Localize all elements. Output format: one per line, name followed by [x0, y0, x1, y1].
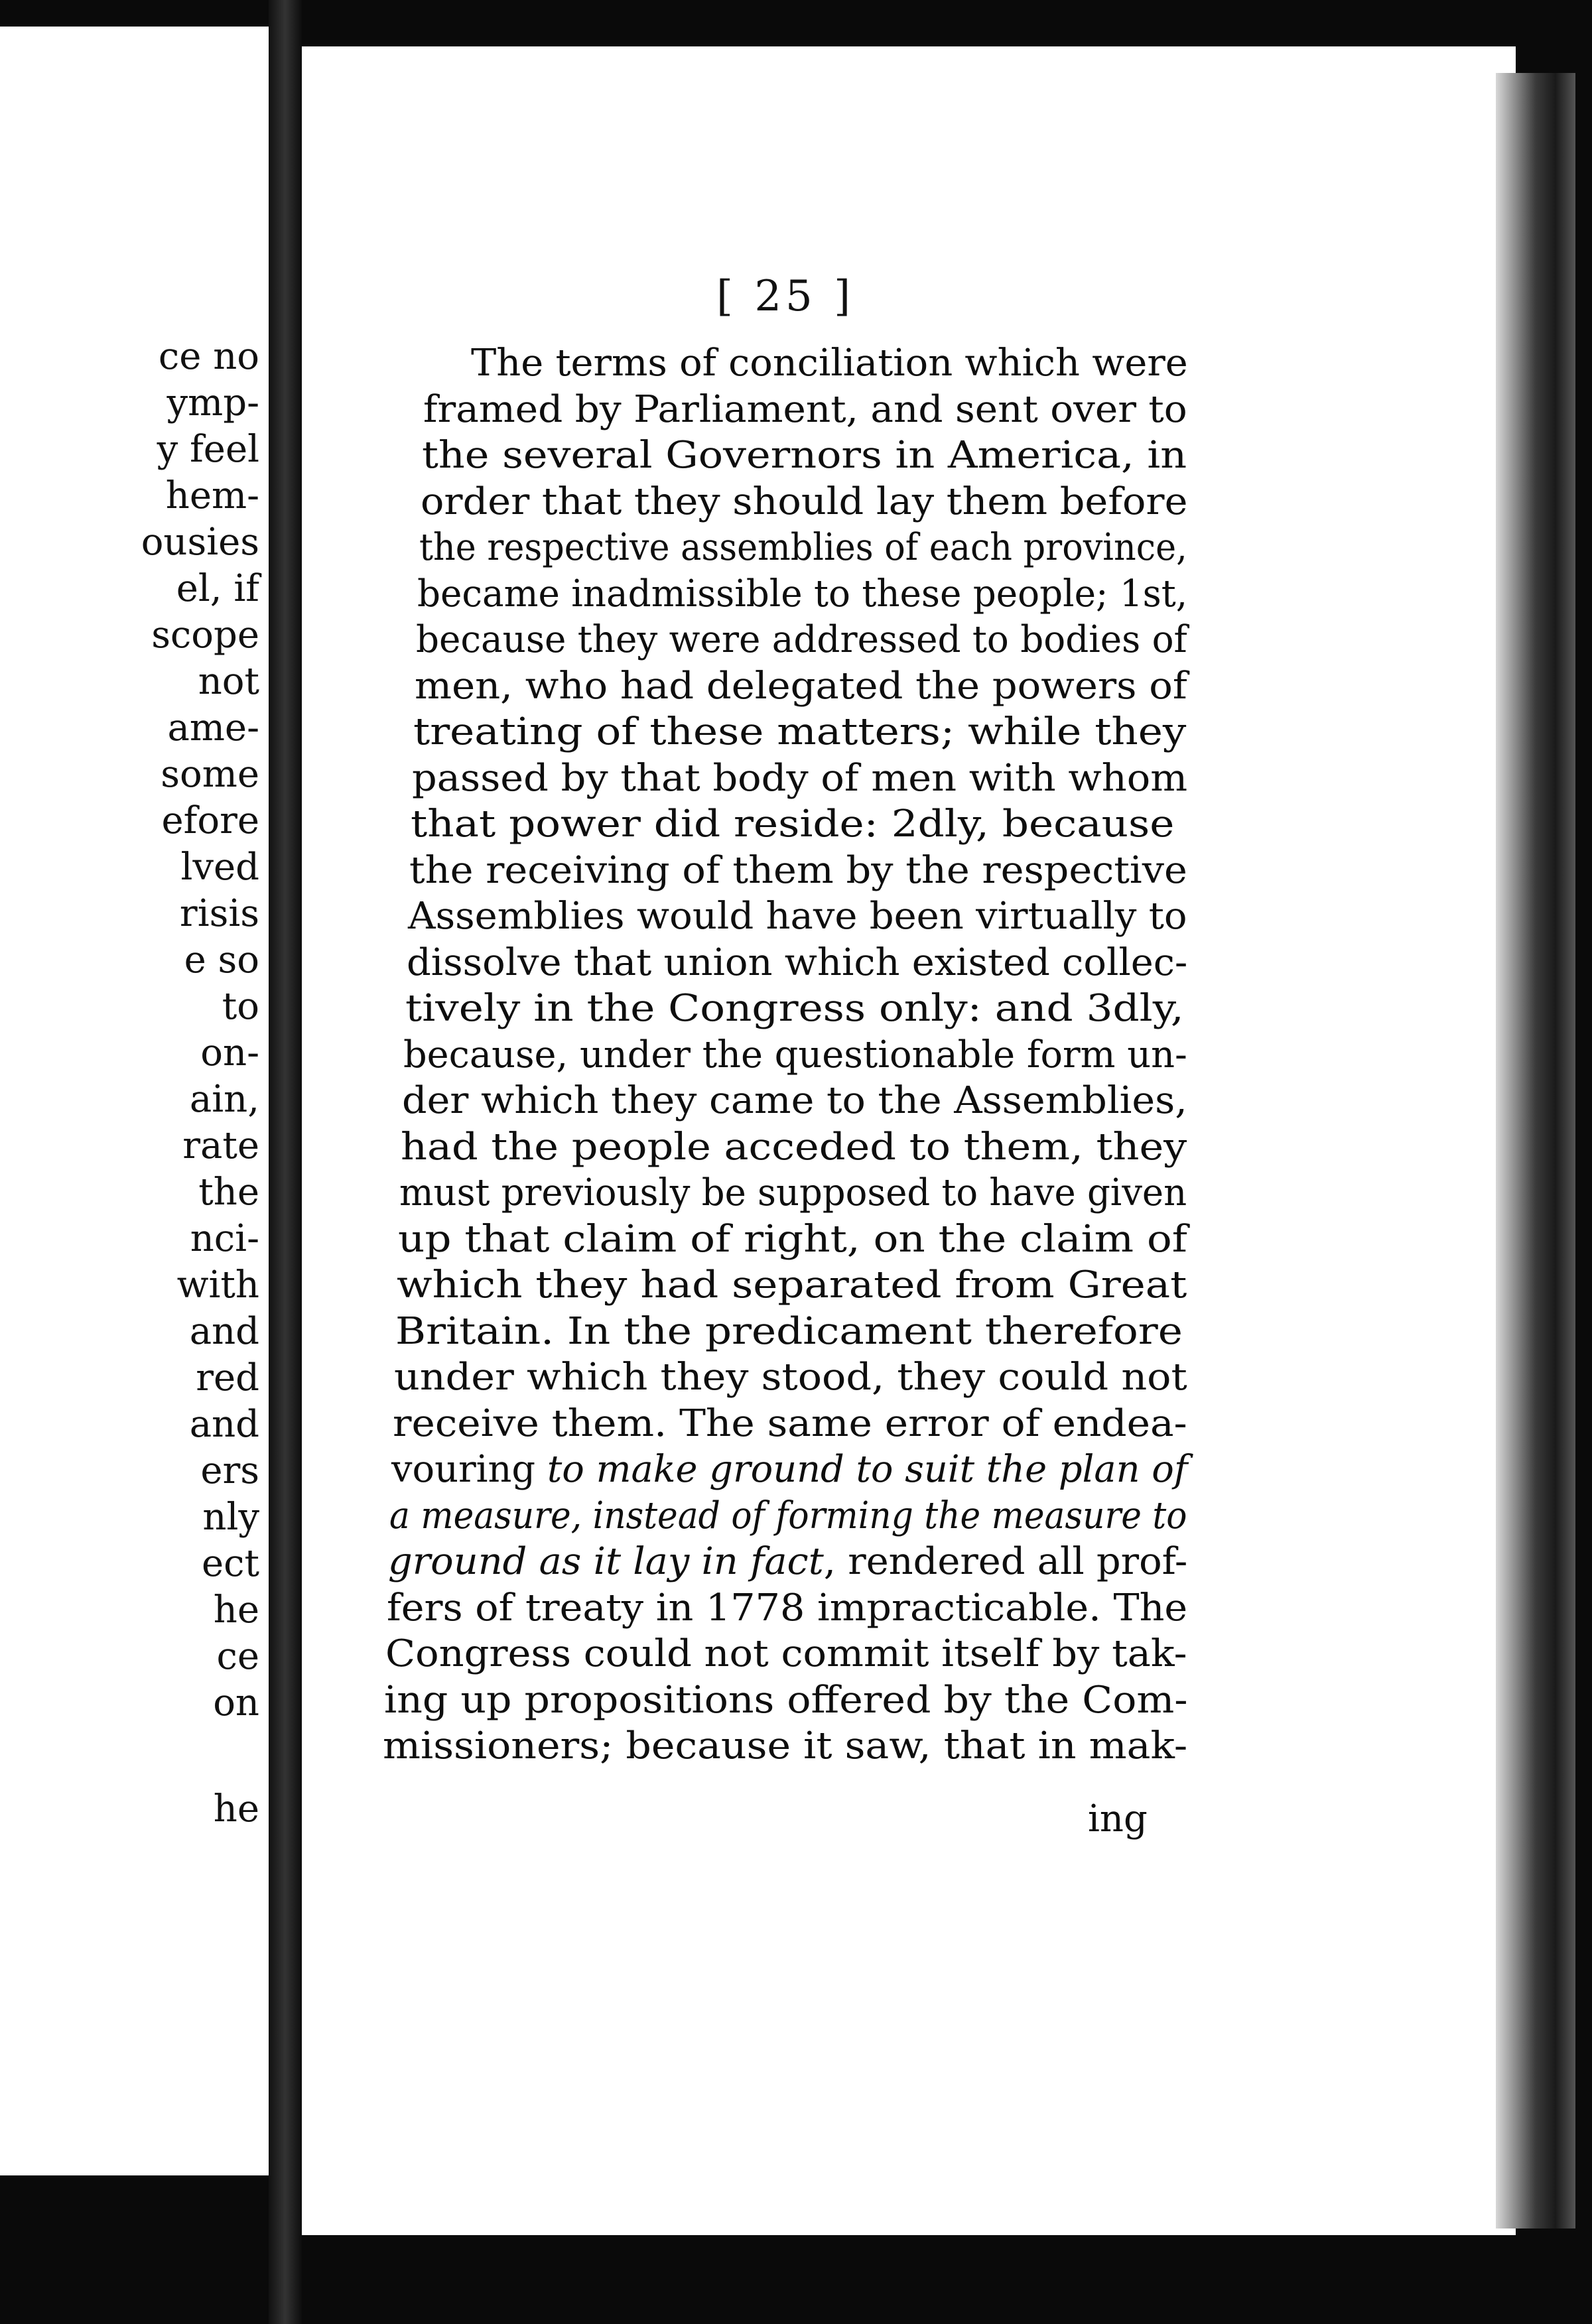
left-fragment: on- [200, 1031, 259, 1074]
left-fragment: with [176, 1263, 259, 1307]
text-line [388, 1540, 1188, 1583]
text-segment: Congress could not commit itself by tak- [385, 1632, 1187, 1675]
text-segment: The terms of conciliation which were [471, 342, 1188, 385]
text-segment: the respective assemblies of each province, [419, 526, 1187, 569]
text-segment: had the people acceded to them, they [401, 1126, 1187, 1169]
text-segment: because, under the questionable form un- [403, 1033, 1187, 1076]
text-segment: that power did reside: 2dly, because [411, 803, 1175, 846]
text-line [384, 1679, 1188, 1722]
left-fragment: red [196, 1356, 259, 1399]
text-segment: men, who had delegated the powers of [415, 665, 1187, 708]
text-segment: under which they stood, they could not [394, 1356, 1187, 1399]
text-line [413, 710, 1187, 753]
left-fragment: ain, [189, 1078, 259, 1121]
page-number: [ 25 ] [716, 272, 855, 321]
text-segment: treating of these matters; while they [413, 710, 1187, 753]
left-fragment: el, if [176, 567, 259, 610]
text-segment: fers of treaty in 1778 impracticable. The [387, 1586, 1188, 1630]
text-line [391, 1448, 1188, 1491]
left-fragment: y feel [157, 428, 259, 471]
text-segment: , rendered all prof- [823, 1540, 1188, 1583]
left-fragment: to [222, 985, 259, 1028]
text-segment: a measure, instead of forming the measure to [389, 1494, 1187, 1537]
left-fragment: the [198, 1171, 259, 1214]
text-line [403, 1033, 1187, 1076]
text-line [416, 618, 1187, 661]
text-segment: order that they should lay them before [421, 480, 1188, 523]
left-fragment: on [213, 1681, 259, 1724]
left-fragment: and [189, 1403, 259, 1446]
text-segment: ground as it lay in fact [388, 1540, 824, 1583]
left-fragment: ers [200, 1449, 259, 1492]
text-line [399, 1171, 1187, 1214]
text-line [401, 1126, 1187, 1169]
text-line [407, 941, 1188, 984]
text-segment: up that claim of right, on the claim of [398, 1218, 1187, 1261]
text-line [397, 1263, 1187, 1307]
text-line [394, 1356, 1187, 1399]
text-segment: which they had separated from Great [397, 1263, 1187, 1307]
text-segment: the several Governors in America, in [422, 434, 1187, 477]
text-segment: der which they came to the Assemblies, [402, 1079, 1187, 1122]
text-segment: to make ground to suit the plan of [547, 1448, 1188, 1491]
text-line [423, 388, 1187, 431]
text-line [408, 895, 1187, 938]
text-segment: ing up propositions offered by the Com- [384, 1679, 1188, 1722]
left-fragment: ame- [167, 706, 259, 749]
text-line [421, 480, 1188, 523]
text-segment: passed by that body of men with whom [412, 757, 1188, 800]
text-segment: Assemblies would have been virtually to [408, 895, 1187, 938]
left-page-fragment [0, 27, 271, 2175]
text-segment: because they were addressed to bodies of [416, 618, 1187, 661]
left-fragment: rate [182, 1124, 259, 1167]
text-segment: Britain. In the predicament therefore [395, 1310, 1183, 1353]
left-fragment: ymp- [166, 381, 259, 424]
left-fragment: hem- [165, 474, 259, 517]
catchword: ing [1088, 1797, 1148, 1840]
text-line [419, 526, 1187, 569]
text-segment: receive them. The same error of endea- [393, 1402, 1187, 1445]
text-line [383, 1724, 1188, 1768]
left-fragment: ce [216, 1635, 259, 1678]
left-fragment: nci- [190, 1217, 259, 1260]
left-fragment: lved [180, 846, 259, 889]
text-line [417, 572, 1188, 615]
text-segment: the receiving of them by the respective [409, 849, 1187, 892]
text-segment: must previously be supposed to have given [399, 1171, 1187, 1214]
left-fragment: risis [179, 892, 259, 935]
text-line [398, 1218, 1187, 1261]
text-segment: framed by Parliament, and sent over to [423, 388, 1187, 431]
text-segment: became inadmissible to these people; 1st, [417, 572, 1188, 615]
text-line [412, 757, 1188, 800]
text-line [471, 342, 1188, 385]
text-segment: tively in the Congress only: and 3dly, [405, 987, 1184, 1030]
text-line [395, 1310, 1183, 1353]
text-segment: dissolve that union which existed collec- [407, 941, 1188, 984]
text-line [405, 987, 1184, 1030]
text-segment: missioners; because it saw, that in mak- [383, 1724, 1188, 1768]
left-fragment: some [161, 753, 259, 796]
left-fragment: scope [151, 613, 259, 657]
left-fragment: and [189, 1310, 259, 1353]
text-line [387, 1586, 1188, 1630]
text-segment: vouring [391, 1448, 547, 1491]
left-fragment: ect [201, 1542, 259, 1585]
text-line [393, 1402, 1187, 1445]
left-fragment: nly [202, 1496, 259, 1539]
text-line [389, 1494, 1187, 1537]
book-gutter [269, 0, 302, 2324]
text-line [385, 1632, 1187, 1675]
text-line [409, 849, 1187, 892]
text-line [422, 434, 1187, 477]
left-fragment: he [213, 1787, 259, 1831]
text-line [411, 803, 1175, 846]
left-fragment: e so [184, 938, 259, 982]
left-fragment: ce no [158, 335, 259, 378]
text-line [415, 665, 1187, 708]
left-fragment: not [198, 660, 259, 703]
left-fragment: ousies [141, 521, 259, 564]
left-fragment: he [213, 1588, 259, 1632]
page-edge [1496, 73, 1575, 2228]
text-line [402, 1079, 1187, 1122]
left-fragment: efore [161, 799, 259, 842]
